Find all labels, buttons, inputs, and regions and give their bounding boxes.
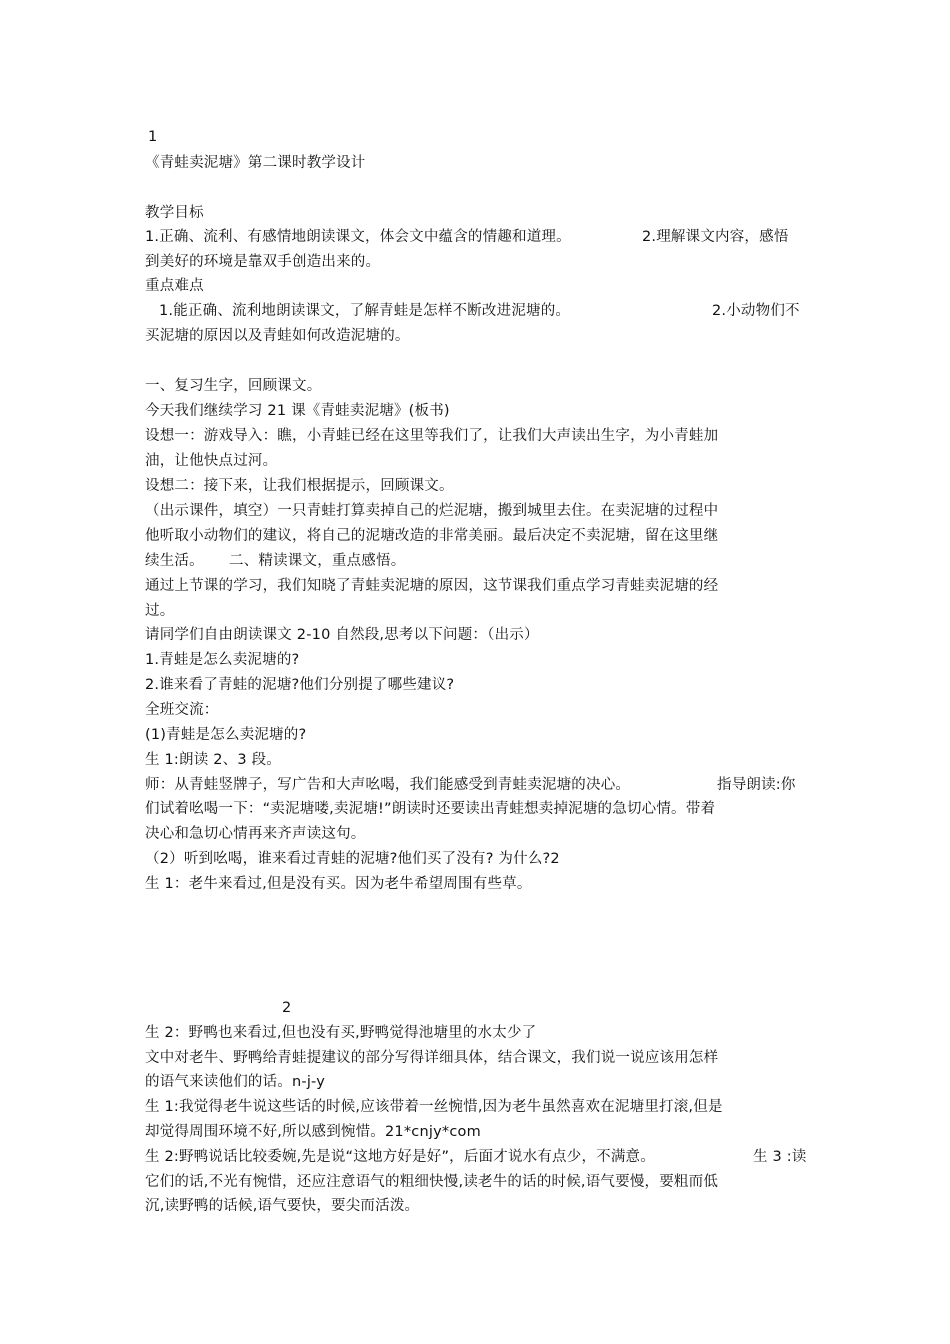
section-heading: 重点难点 xyxy=(145,278,204,294)
question-item: 1.青蛙是怎么卖泥塘的? xyxy=(145,652,300,668)
paragraph-line: 的语气来读他们的话。n-j-y xyxy=(145,1074,326,1090)
paragraph-line: 沉,读野鸭的话候,语气要快，要尖而活泼。 xyxy=(145,1198,420,1214)
paragraph-line: 决心和急切心情再来齐声读这句。 xyxy=(145,826,366,842)
section-heading: 教学目标 xyxy=(145,205,204,221)
page-number: 2 xyxy=(282,1000,292,1016)
paragraph-line: 买泥塘的原因以及青蛙如何改造泥塘的。 xyxy=(145,328,410,344)
paragraph-line: 请同学们自由朗读课文 2-10 自然段,思考以下问题：（出示） xyxy=(145,627,539,643)
paragraph-line: 却觉得周围环境不好,所以感到惋惜。21*cnjy*com xyxy=(145,1124,481,1140)
paragraph-line: 它们的话,不光有惋惜，还应注意语气的粗细快慢,读老牛的话的时候,语气要慢，要粗而低 xyxy=(145,1174,719,1190)
paragraph-line: 他听取小动物们的建议，将自己的泥塘改造的非常美丽。最后决定不卖泥塘，留在这里继 xyxy=(145,528,719,544)
paragraph-line: 设想一：游戏导入：瞧，小青蛙已经在这里等我们了，让我们大声读出生字，为小青蛙加 xyxy=(145,428,719,444)
paragraph-line: （2）听到吆喝，谁来看过青蛙的泥塘?他们买了没有? 为什么?2 xyxy=(145,851,560,867)
paragraph-line: 过。 xyxy=(145,603,175,619)
paragraph-line: 文中对老牛、野鸭给青蛙提建议的部分写得详细具体，结合课文，我们说一说应该用怎样 xyxy=(145,1050,719,1066)
paragraph-line: 生 2:野鸭说话比较委婉,先是说“这地方好是好”，后面才说水有点少，不满意。 生 3 :读 xyxy=(145,1149,807,1165)
paragraph-line: 生 1:我觉得老牛说这些话的时候,应该带着一丝惋惜,因为老牛虽然喜欢在泥塘里打滚,但是 xyxy=(145,1099,723,1115)
paragraph-line: 今天我们继续学习 21 课《青蛙卖泥塘》(板书) xyxy=(145,403,450,419)
question-item: 2.谁来看了青蛙的泥塘?他们分别提了哪些建议? xyxy=(145,677,455,693)
document-title: 《青蛙卖泥塘》第二课时教学设计 xyxy=(145,155,366,171)
paragraph-line: 生 1：老牛来看过,但是没有买。因为老牛希望周围有些草。 xyxy=(145,876,532,892)
paragraph-line: 生 2：野鸭也来看过,但也没有买,野鸭觉得池塘里的水太少了 xyxy=(145,1025,537,1041)
paragraph-line: 设想二：接下来，让我们根据提示，回顾课文。 xyxy=(145,478,454,494)
page-number: 1 xyxy=(148,129,158,145)
paragraph-line: 续生活。 二、精读课文，重点感悟。 xyxy=(145,553,406,569)
paragraph-line: (1)青蛙是怎么卖泥塘的? xyxy=(145,727,307,743)
paragraph-line: 1.正确、流利、有感情地朗读课文，体会文中蕴含的情趣和道理。 2.理解课文内容，感悟 xyxy=(145,229,789,245)
paragraph-line: 们试着吆喝一下：“卖泥塘喽,卖泥塘!”朗读时还要读出青蛙想卖掉泥塘的急切心情。带着 xyxy=(145,801,716,817)
paragraph-line: （出示课件，填空）一只青蛙打算卖掉自己的烂泥塘，搬到城里去住。在卖泥塘的过程中 xyxy=(145,503,719,519)
paragraph-line: 1.能正确、流利地朗读课文，了解青蛙是怎样不断改进泥塘的。 2.小动物们不 xyxy=(159,303,800,319)
paragraph-line: 全班交流： xyxy=(145,702,219,718)
paragraph-line: 到美好的环境是靠双手创造出来的。 xyxy=(145,254,381,270)
paragraph-line: 油，让他快点过河。 xyxy=(145,453,278,469)
paragraph-line: 生 1:朗读 2、3 段。 xyxy=(145,752,281,768)
paragraph-line: 师：从青蛙竖牌子，写广告和大声吆喝，我们能感受到青蛙卖泥塘的决心。 指导朗读:你 xyxy=(145,777,796,793)
paragraph-line: 通过上节课的学习，我们知晓了青蛙卖泥塘的原因，这节课我们重点学习青蛙卖泥塘的经 xyxy=(145,578,719,594)
section-heading: 一、复习生字，回顾课文。 xyxy=(145,378,322,394)
